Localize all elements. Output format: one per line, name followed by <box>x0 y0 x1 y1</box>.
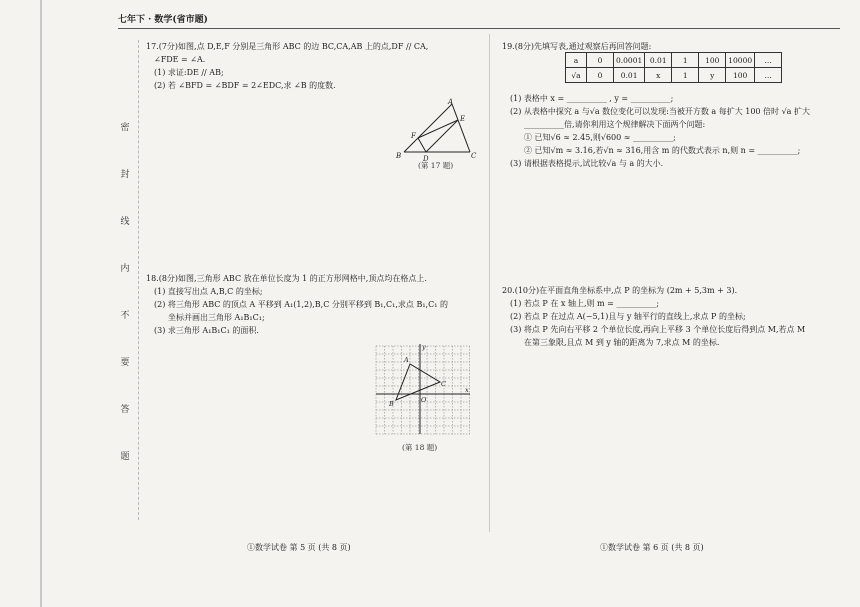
fig17-label-d: D <box>423 155 429 163</box>
table-cell: 0.01 <box>645 53 672 68</box>
table-cell: 10000 <box>726 53 755 68</box>
q18-part-2: (2) 将三角形 ABC 的顶点 A 平移到 A₁(1,2),B,C 分别平移到 B₁,C₁,求点 B₁,C₁ 的 <box>154 300 448 309</box>
seal-char: 要 <box>120 358 130 368</box>
q19-part-2-a: ① 已知√6 ≈ 2.45,则√600 ≈ __________; <box>524 133 676 142</box>
scan-edge <box>40 0 42 607</box>
table-cell: y <box>699 68 726 83</box>
table-cell: 1 <box>672 68 699 83</box>
q20-part-3: (3) 将点 P 先向右平移 2 个单位长度,再向上平移 3 个单位长度后得到点 M,若点 M <box>510 325 806 334</box>
fig18-label-y: y <box>422 343 426 351</box>
seal-char: 不 <box>120 311 130 321</box>
page-header: 七年下 · 数学(省市题) <box>118 15 208 25</box>
q19-part-2-cont: __________倍,请你利用这个规律解决下面两个问题: <box>524 120 706 129</box>
q17-triangle-figure <box>394 96 504 168</box>
table-cell: 0 <box>587 68 614 83</box>
table-cell: 100 <box>726 68 755 83</box>
table-cell: 100 <box>699 53 726 68</box>
fig18-label-c: C <box>441 380 446 388</box>
table-row <box>566 53 782 68</box>
seal-char: 内 <box>120 264 130 274</box>
table-cell: … <box>755 53 782 68</box>
q19-stem: 19.(8分)先填写表,通过观察后再回答问题: <box>502 42 652 51</box>
q20-part-2: (2) 若点 P 在过点 A(−5,1)且与 y 轴平行的直线上,求点 P 的坐标; <box>510 312 746 321</box>
q20-part-3-cont: 在第三象限,且点 M 到 y 轴的距离为 7,求点 M 的坐标. <box>524 338 720 347</box>
q18-part-2-cont: 坐标并画出三角形 A₁B₁C₁; <box>168 313 265 322</box>
seal-char: 题 <box>120 452 130 462</box>
q17-stem: 17.(7分)如图,点 D,E,F 分别是三角形 ABC 的边 BC,CA,AB 上的点,DF // CA, <box>146 42 429 51</box>
table-cell: √a <box>566 68 587 83</box>
table-cell: … <box>755 68 782 83</box>
q18-part-1: (1) 直接写出点 A,B,C 的坐标; <box>154 287 263 296</box>
q18-caption: (第 18 题) <box>402 443 438 452</box>
table-cell: 1 <box>672 53 699 68</box>
table-cell: 0 <box>587 53 614 68</box>
fig18-triangle-abc <box>396 364 440 400</box>
question-18 <box>146 272 448 337</box>
fig17-label-a: A <box>448 98 454 106</box>
q17-stem-cont: ∠FDE = ∠A. <box>154 55 206 64</box>
fig18-label-b: B <box>389 400 394 408</box>
fig17-label-e: E <box>460 115 466 123</box>
question-20 <box>502 284 805 349</box>
fig18-label-x: x <box>465 386 469 394</box>
seal-char: 线 <box>120 217 130 227</box>
q20-stem: 20.(10分)在平面直角坐标系中,点 P 的坐标为 (2m + 5,3m + 3). <box>502 286 738 295</box>
seal-char: 答 <box>120 405 130 415</box>
fig18-label-o: O <box>421 396 427 404</box>
table-cell: 0.0001 <box>614 53 645 68</box>
footer-page-6: ①数学试卷 第 6 页 (共 8 页) <box>600 543 704 552</box>
q20-part-1: (1) 若点 P 在 x 轴上,则 m = __________; <box>510 299 660 308</box>
question-17 <box>146 40 428 92</box>
table-cell: 0.01 <box>614 68 645 83</box>
q17-part-2: (2) 若 ∠BFD = ∠BDF = 2∠EDC,求 ∠B 的度数. <box>154 81 336 90</box>
q19-part-1: (1) 表格中 x = __________ , y = __________; <box>510 94 674 103</box>
seal-notice <box>118 120 132 462</box>
header-rule <box>118 28 840 29</box>
table-cell: x <box>645 68 672 83</box>
seal-dashed-line <box>138 40 139 520</box>
q18-part-3: (3) 求三角形 A₁B₁C₁ 的面积. <box>154 326 259 335</box>
table-cell: a <box>566 53 587 68</box>
q19-part-2-b: ② 已知√m ≈ 3.16,若√n ≈ 316,用含 m 的代数式表示 n,则 n = __________; <box>524 146 801 155</box>
q18-stem: 18.(8分)如图,三角形 ABC 放在单位长度为 1 的正方形网格中,顶点均在格点上. <box>146 274 427 283</box>
fig17-label-c: C <box>471 152 477 160</box>
seal-char: 封 <box>120 170 130 180</box>
fig18-label-a: A <box>404 356 409 364</box>
table-row <box>566 68 782 83</box>
q17-caption: (第 17 题) <box>418 161 454 170</box>
question-19-parts <box>502 92 810 170</box>
q17-part-1: (1) 求证:DE // AB; <box>154 68 224 77</box>
footer-page-5: ①数学试卷 第 5 页 (共 8 页) <box>247 543 351 552</box>
q18-grid-figure <box>374 342 474 436</box>
seal-char: 密 <box>120 123 130 133</box>
q19-part-2: (2) 从表格中探究 a 与√a 数位变化可以发现:当被开方数 a 每扩大 100 倍时 √a 扩大 <box>510 107 810 116</box>
fig17-label-b: B <box>396 152 402 160</box>
q19-part-3: (3) 请根据表格提示,试比较√a 与 a 的大小. <box>510 159 664 168</box>
fig17-label-f: F <box>411 132 416 140</box>
q19-sqrt-table <box>565 52 782 83</box>
